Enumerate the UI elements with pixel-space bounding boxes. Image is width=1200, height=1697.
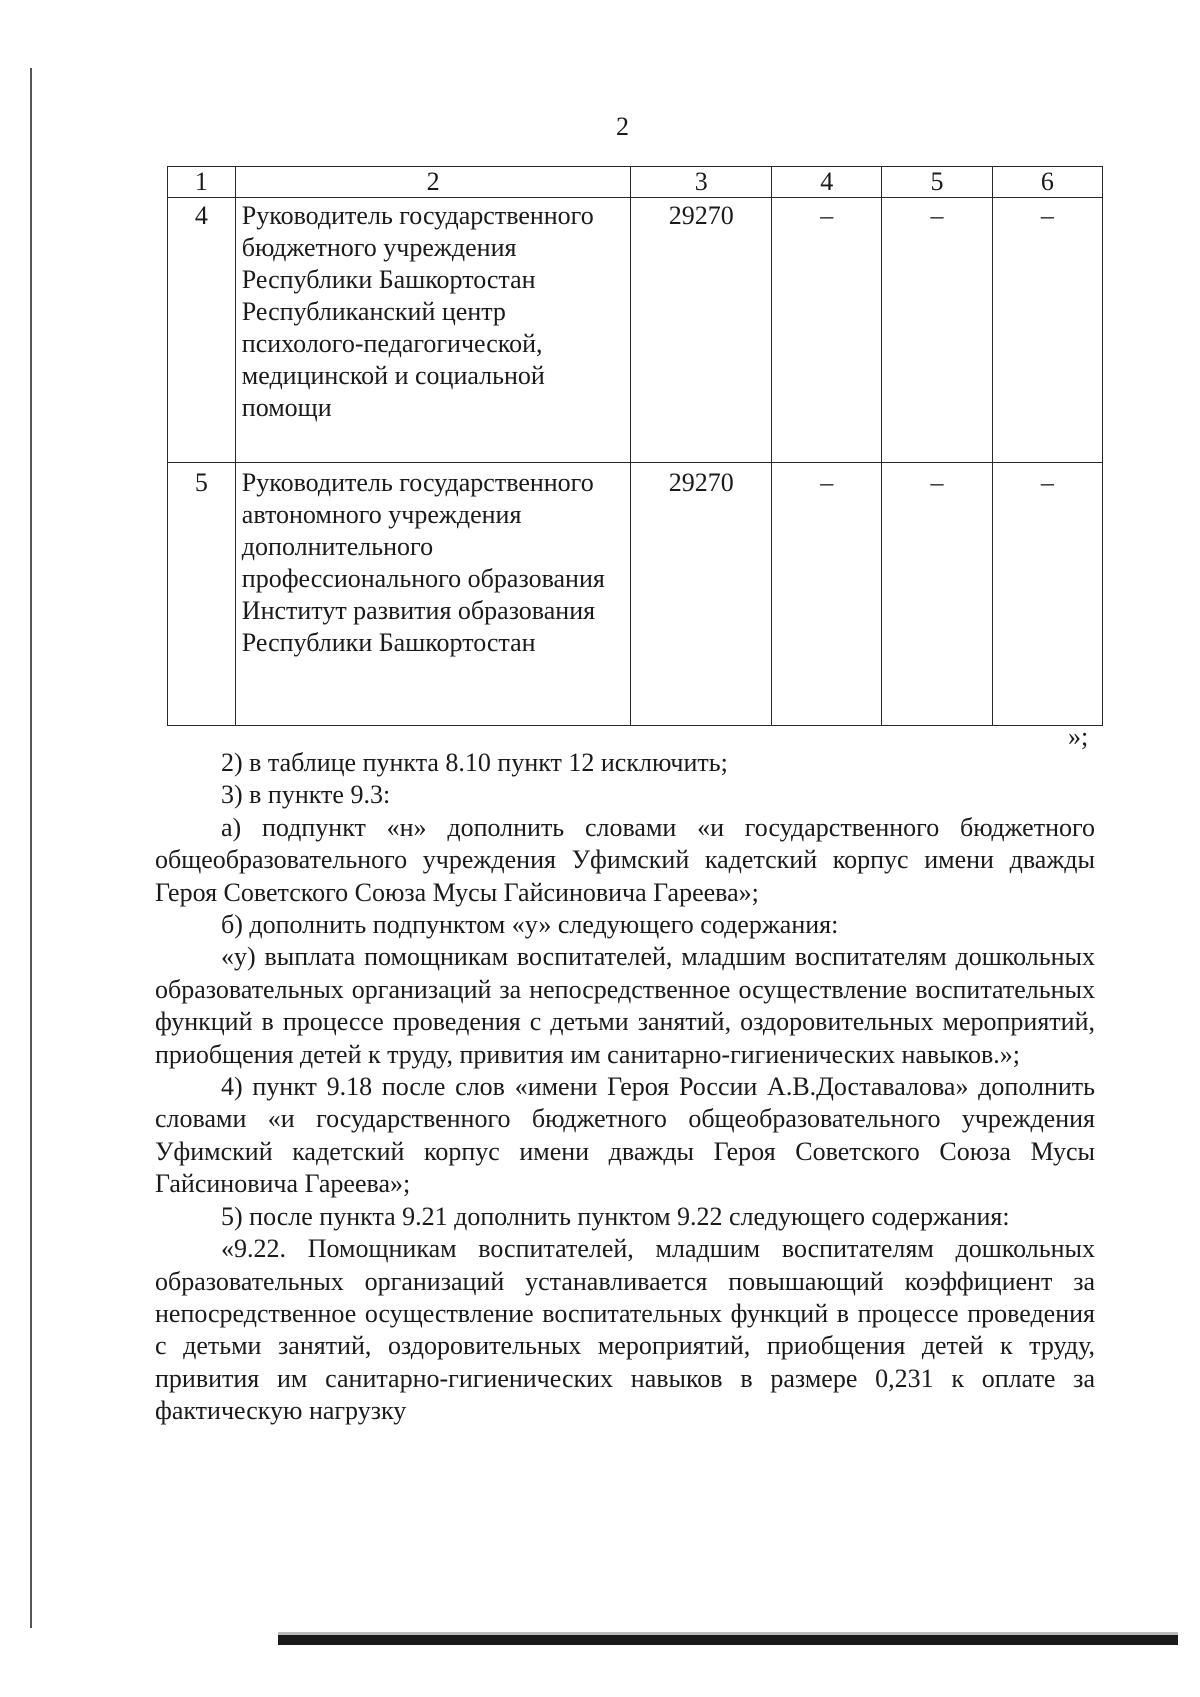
header-cell-1: 1 — [168, 167, 236, 198]
cell-col-6: – — [992, 463, 1102, 726]
paragraph-item-4: 4) пункт 9.18 после слов «имени Героя России А.В.Доставалова» дополнить словами «и государственного бюджетного общеобразовательного учреждения Уфимский кадетский корпус имени дважды Героя Советского Союза Мусы Гайсиновича Гареева»; — [155, 1072, 1095, 1199]
table-closing-quote: »; — [1068, 722, 1089, 751]
salary-value: 29270 — [631, 198, 772, 463]
table-row — [168, 198, 1103, 463]
position-name: Руководитель государственного бюджетного учреждения Республики Башкортостан Республиканский центр психолого-педагогической, медицинской и социальной помощи — [235, 198, 631, 463]
cell-col-4: – — [772, 463, 882, 726]
cell-col-5: – — [882, 463, 992, 726]
row-number: 5 — [168, 463, 236, 726]
cell-col-5: – — [882, 198, 992, 463]
header-cell-4: 4 — [772, 167, 882, 198]
row-number: 4 — [168, 198, 236, 463]
document-body — [155, 747, 1095, 1428]
page-number: 2 — [616, 112, 629, 141]
table-row — [168, 463, 1103, 726]
cell-col-4: – — [772, 198, 882, 463]
paragraph-subitem-a: а) подпункт «н» дополнить словами «и государственного бюджетного общеобразовательного учреждения Уфимский кадетский корпус имени дважды Героя Советского Союза Мусы Гайсиновича Гареева»; — [155, 812, 1095, 907]
paragraph-item-3: 3) в пункте 9.3: — [221, 780, 391, 810]
bottom-scan-bar — [278, 1632, 1178, 1645]
cell-col-6: – — [992, 198, 1102, 463]
paragraph-point-9-22: «9.22. Помощникам воспитателей, младшим воспитателям дошкольных образовательных организаций устанавливается повышающий коэффициент за непосредственное осуществление воспитательных функций в процессе проведения с детьми занятий, оздоровительных мероприятий, приобщения детей к труду, привития им санитарно-гигиенических навыков в размере 0,231 к оплате за фактическую нагрузку — [155, 1234, 1095, 1426]
paragraph-subitem-u: «у) выплата помощникам воспитателей, младшим воспитателям дошкольных образовательных организаций за непосредственное осуществление воспитательных функций в процессе проведения с детьми занятий, оздоровительных мероприятий, приобщения детей к труду, привития им санитарно-гигиенических навыков.»; — [155, 942, 1095, 1069]
header-cell-2: 2 — [235, 167, 631, 198]
header-cell-3: 3 — [631, 167, 772, 198]
header-cell-6: 6 — [992, 167, 1102, 198]
header-cell-5: 5 — [882, 167, 992, 198]
paragraph-item-2: 2) в таблице пункта 8.10 пункт 12 исключить; — [221, 748, 728, 777]
paragraph-subitem-b: б) дополнить подпунктом «у» следующего содержания: — [221, 910, 839, 940]
position-name: Руководитель государственного автономного учреждения дополнительного профессионального образования Институт развития образования Республики Башкортостан — [235, 463, 631, 726]
paragraph-item-5: 5) после пункта 9.21 дополнить пунктом 9.22 следующего содержания: — [221, 1201, 1010, 1231]
table-header-row — [168, 167, 1103, 198]
salary-value: 29270 — [631, 463, 772, 726]
salary-table — [167, 166, 1103, 726]
left-margin-line — [30, 68, 32, 1628]
